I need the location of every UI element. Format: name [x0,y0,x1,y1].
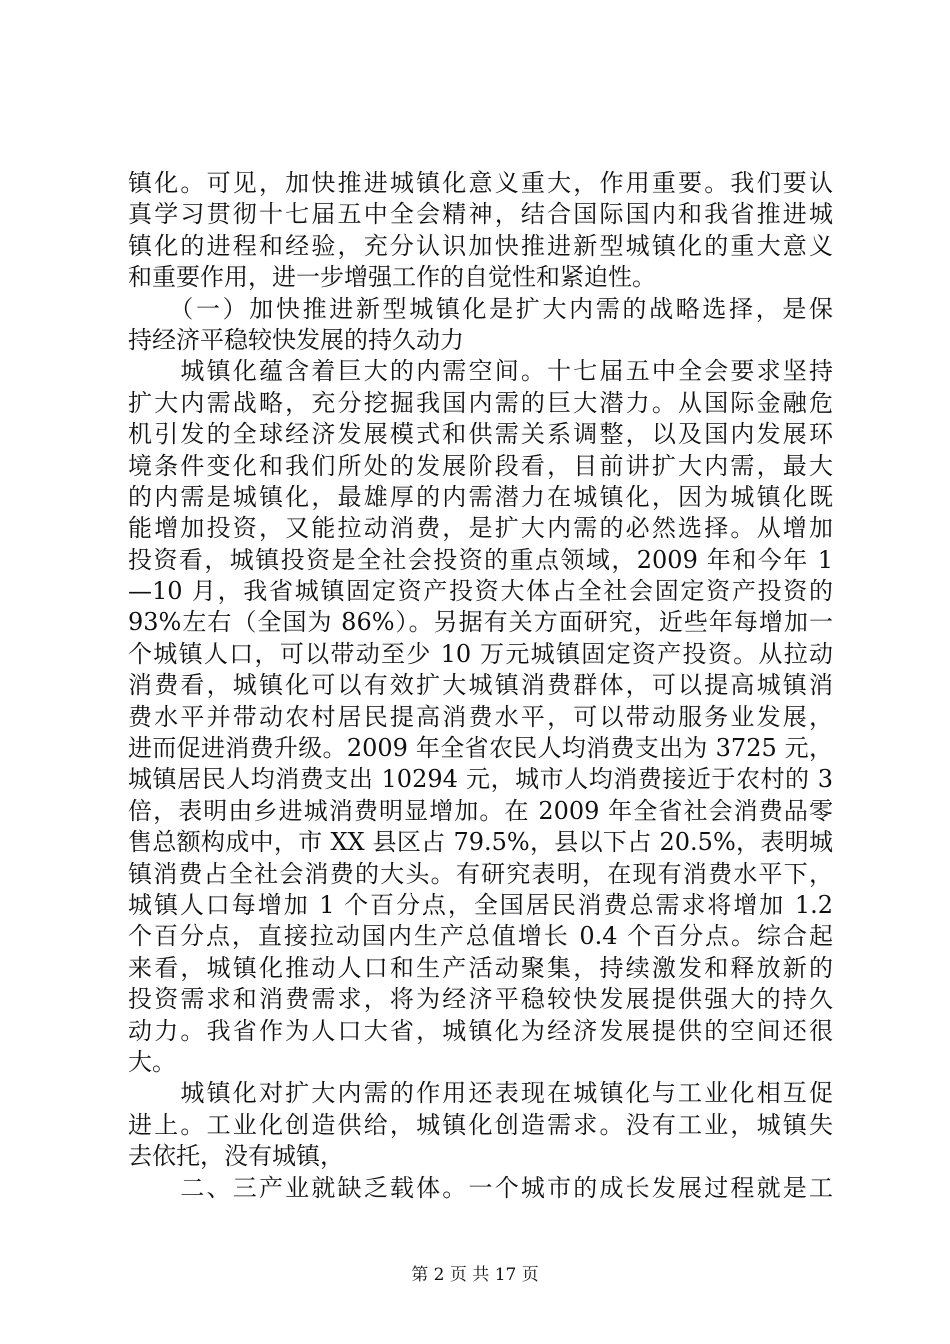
text-line: 扩大内需战略，充分挖掘我国内需的巨大潜力。从国际金融危 [128,388,833,417]
text-line: 动力。我省作为人口大省，城镇化为经济发展提供的空间还很 [128,1016,833,1045]
text-line: 持经济平稳较快发展的持久动力 [128,325,464,354]
page-footer: 第 2 页 共 17 页 [411,1265,539,1285]
text-line: 镇化。可见，加快推进城镇化意义重大，作用重要。我们要认 [128,169,833,197]
text-line: 售总额构成中，市 XX 县区占 79.5%，县以下占 20.5%，表明城 [128,828,833,857]
document-body [128,168,833,1204]
text-line: 镇消费占全社会消费的大头。有研究表明，在现有消费水平下， [128,859,833,888]
text-line: 个百分点，直接拉动国内生产总值增长 0.4 个百分点。综合起 [128,922,833,951]
text-line: 城镇化对扩大内需的作用还表现在城镇化与工业化相互促 [128,1079,833,1108]
text-line: 机引发的全球经济发展模式和供需关系调整，以及国内发展环 [128,420,833,449]
text-line: 大。 [128,1047,176,1076]
text-line: 倍，表明由乡进城消费明显增加。在 2009 年全省社会消费品零 [128,796,833,825]
text-line: 进而促进消费升级。2009 年全省农民人均消费支出为 3725 元， [128,734,833,763]
text-line: （一）加快推进新型城镇化是扩大内需的战略选择，是保 [128,294,833,323]
text-line: 二、三产业就缺乏载体。一个城市的成长发展过程就是工 [128,1173,833,1202]
text-line: 93%左右（全国为 86%）。另据有关方面研究，近些年每增加一 [128,608,833,637]
text-line: 投资需求和消费需求，将为经济平稳较快发展提供强大的持久 [128,985,833,1014]
text-line: 境条件变化和我们所处的发展阶段看，目前讲扩大内需，最大 [128,451,833,480]
text-line: 和重要作用，进一步增强工作的自觉性和紧迫性。 [128,263,656,292]
text-line: 能增加投资，又能拉动消费，是扩大内需的必然选择。从增加 [128,514,833,543]
text-line: 城镇化蕴含着巨大的内需空间。十七届五中全会要求坚持 [128,357,833,386]
text-line: 的内需是城镇化，最雄厚的内需潜力在城镇化，因为城镇化既 [128,482,833,511]
text-line: —10 月，我省城镇固定资产投资大体占全社会固定资产投资的 [128,577,833,606]
text-line: 真学习贯彻十七届五中全会精神，结合国际国内和我省推进城 [128,200,833,229]
text-line: 进上。工业化创造供给，城镇化创造需求。没有工业，城镇失 [128,1110,833,1139]
text-line: 城镇人口每增加 1 个百分点，全国居民消费总需求将增加 1.2 [128,890,833,919]
text-line: 投资看，城镇投资是全社会投资的重点领域，2009 年和今年 1 [128,545,833,574]
text-line: 镇化的进程和经验，充分认识加快推进新型城镇化的重大意义 [128,231,833,260]
text-line: 来看，城镇化推动人口和生产活动聚集，持续激发和释放新的 [128,953,833,982]
text-line: 城镇居民人均消费支出 10294 元，城市人均消费接近于农村的 3 [128,765,833,794]
text-line: 费水平并带动农村居民提高消费水平，可以带动服务业发展， [128,702,833,731]
text-line: 消费看，城镇化可以有效扩大城镇消费群体，可以提高城镇消 [128,671,833,700]
text-line: 去依托，没有城镇， [128,1142,344,1171]
text-line: 个城镇人口，可以带动至少 10 万元城镇固定资产投资。从拉动 [128,639,833,668]
